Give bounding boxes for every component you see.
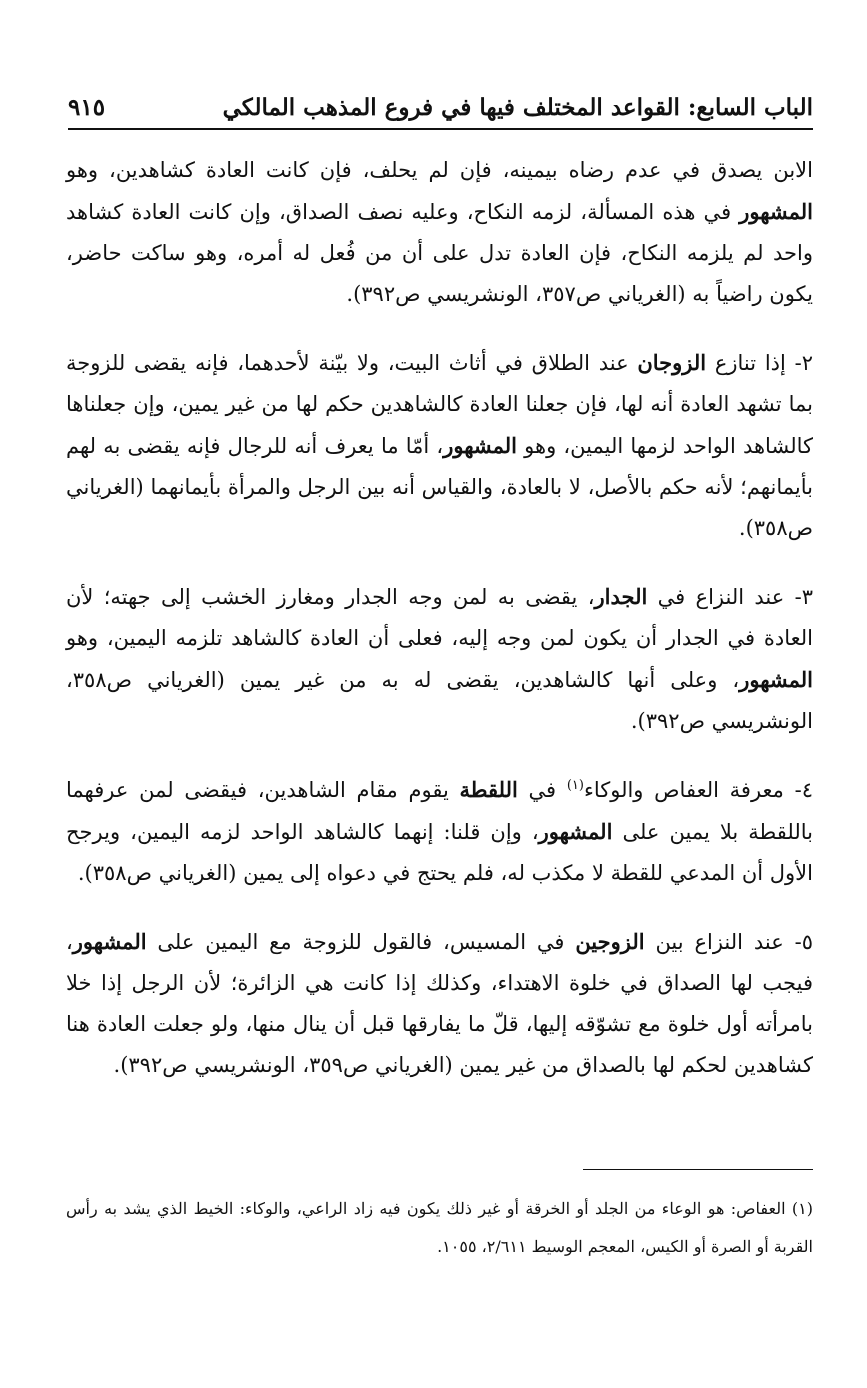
chapter-title: الباب السابع: القواعد المختلف فيها في فروع المذهب المالكي <box>222 94 813 122</box>
bold-term: المشهور <box>739 667 813 692</box>
text-run: في هذه المسألة، لزمه النكاح، وعليه نصف الصداق، وإن كانت العادة كشاهد واحد لم يلزمه النكاح، فإن العادة تدل على أن من فُعل له أمره، وهو ساكت حاضر، يكون راضياً به (الغرياني ص٣٥٧، الونشريسي ص٣٩٢). <box>66 200 813 306</box>
bold-term: الجدار <box>594 584 648 609</box>
paragraph-5 <box>66 921 813 1086</box>
running-header <box>68 86 813 130</box>
text-run: ، أمّا ما يعرف أنه للرجال فإنه يقضى به لهم بأيمانهم؛ لأنه حكم بالأصل، لا بالعادة، والقياس أنه بين الرجل والمرأة بأيمانهما (الغرياني ص٣٥٨). <box>66 434 813 540</box>
paragraph-3 <box>66 576 813 742</box>
paragraph-2 <box>66 342 813 549</box>
text-run: ٢- إذا تنازع <box>706 351 813 375</box>
text-run: ، يقضى به لمن وجه الجدار ومغارز الخشب إلى جهته؛ لأن العادة في الجدار أن يكون لمن وجه إليه، فعلى أن العادة كالشاهد تلزمه اليمين، وهو <box>66 585 813 650</box>
footnote-separator <box>583 1169 813 1170</box>
main-text <box>66 150 813 1113</box>
paragraph-4 <box>66 769 813 894</box>
bold-term: الزوجان <box>637 350 707 375</box>
text-run: ، وإن قلنا: إنهما كالشاهد الواحد لزمه اليمين، ويرجح الأول أن المدعي للقطة لا مكذب له، فلم يحتج في دعواه إلى يمين (الغرياني ص٣٥٨). <box>66 820 813 885</box>
text-run: ٥- عند النزاع بين <box>644 930 813 954</box>
text-run: في المسيس، فالقول للزوجة مع اليمين على <box>146 930 576 954</box>
text-run: ٣- عند النزاع في <box>647 585 813 609</box>
page-number: ٩١٥ <box>68 94 106 122</box>
bold-term: المشهور <box>443 433 517 458</box>
footnote-reference[interactable]: (١) <box>566 778 584 793</box>
bold-term: المشهور <box>72 929 147 954</box>
bold-term: الزوجين <box>575 929 645 954</box>
footnote <box>66 1190 813 1266</box>
footnote-marker: (١) <box>791 1199 813 1218</box>
text-run: يقوم مقام الشاهدين، فيقضى لمن عرفهما باللقطة بلا يمين على <box>66 778 813 844</box>
text-run: ، فيجب لها الصداق في خلوة الاهتداء، وكذلك إذا كانت هي الزائرة؛ لأن الرجل إذا خلا بامرأته أول خلوة مع تشوّقه إليها، قلّ ما يفارقها قبل أن ينال منها، ولو جعلت العادة هنا كشاهدين لحكم لها بالصداق من غير يمين (الغرياني ص٣٥٩، الونشريسي ص٣٩٢). <box>66 930 813 1077</box>
bold-term: المشهور <box>739 199 813 224</box>
bold-term: المشهور <box>538 819 613 844</box>
footnote-text: العفاص: هو الوعاء من الجلد أو الخرقة أو غير ذلك يكون فيه زاد الراعي، والوكاء: الخيط الذي يشد به رأس القربة أو الصرة أو الكيس، المعجم الوسيط ٢/٦١١، ١٠٥٥. <box>66 1199 813 1256</box>
bold-term: اللقطة <box>459 777 518 802</box>
paragraph-1 <box>66 150 813 315</box>
text-run: في <box>517 778 567 802</box>
text-run: ٤- معرفة العفاص والوكاء <box>583 778 813 802</box>
text-run: ، وعلى أنها كالشاهدين، يقضى له به من غير يمين (الغرياني ص٣٥٨، الونشريسي ص٣٩٢). <box>66 668 813 733</box>
text-run: عند الطلاق في أثاث البيت، ولا بيّنة لأحدهما، فإنه يقضى للزوجة بما تشهد العادة أنه لها، فإن جعلنا العادة كالشاهدين حكم لها من غير يمين، وإن جعلناها كالشاهد الواحد لزمها اليمين، وهو <box>66 351 813 458</box>
text-run: الابن يصدق في عدم رضاه بيمينه، فإن لم يحلف، فإن كانت العادة كشاهدين، وهو <box>66 158 813 182</box>
